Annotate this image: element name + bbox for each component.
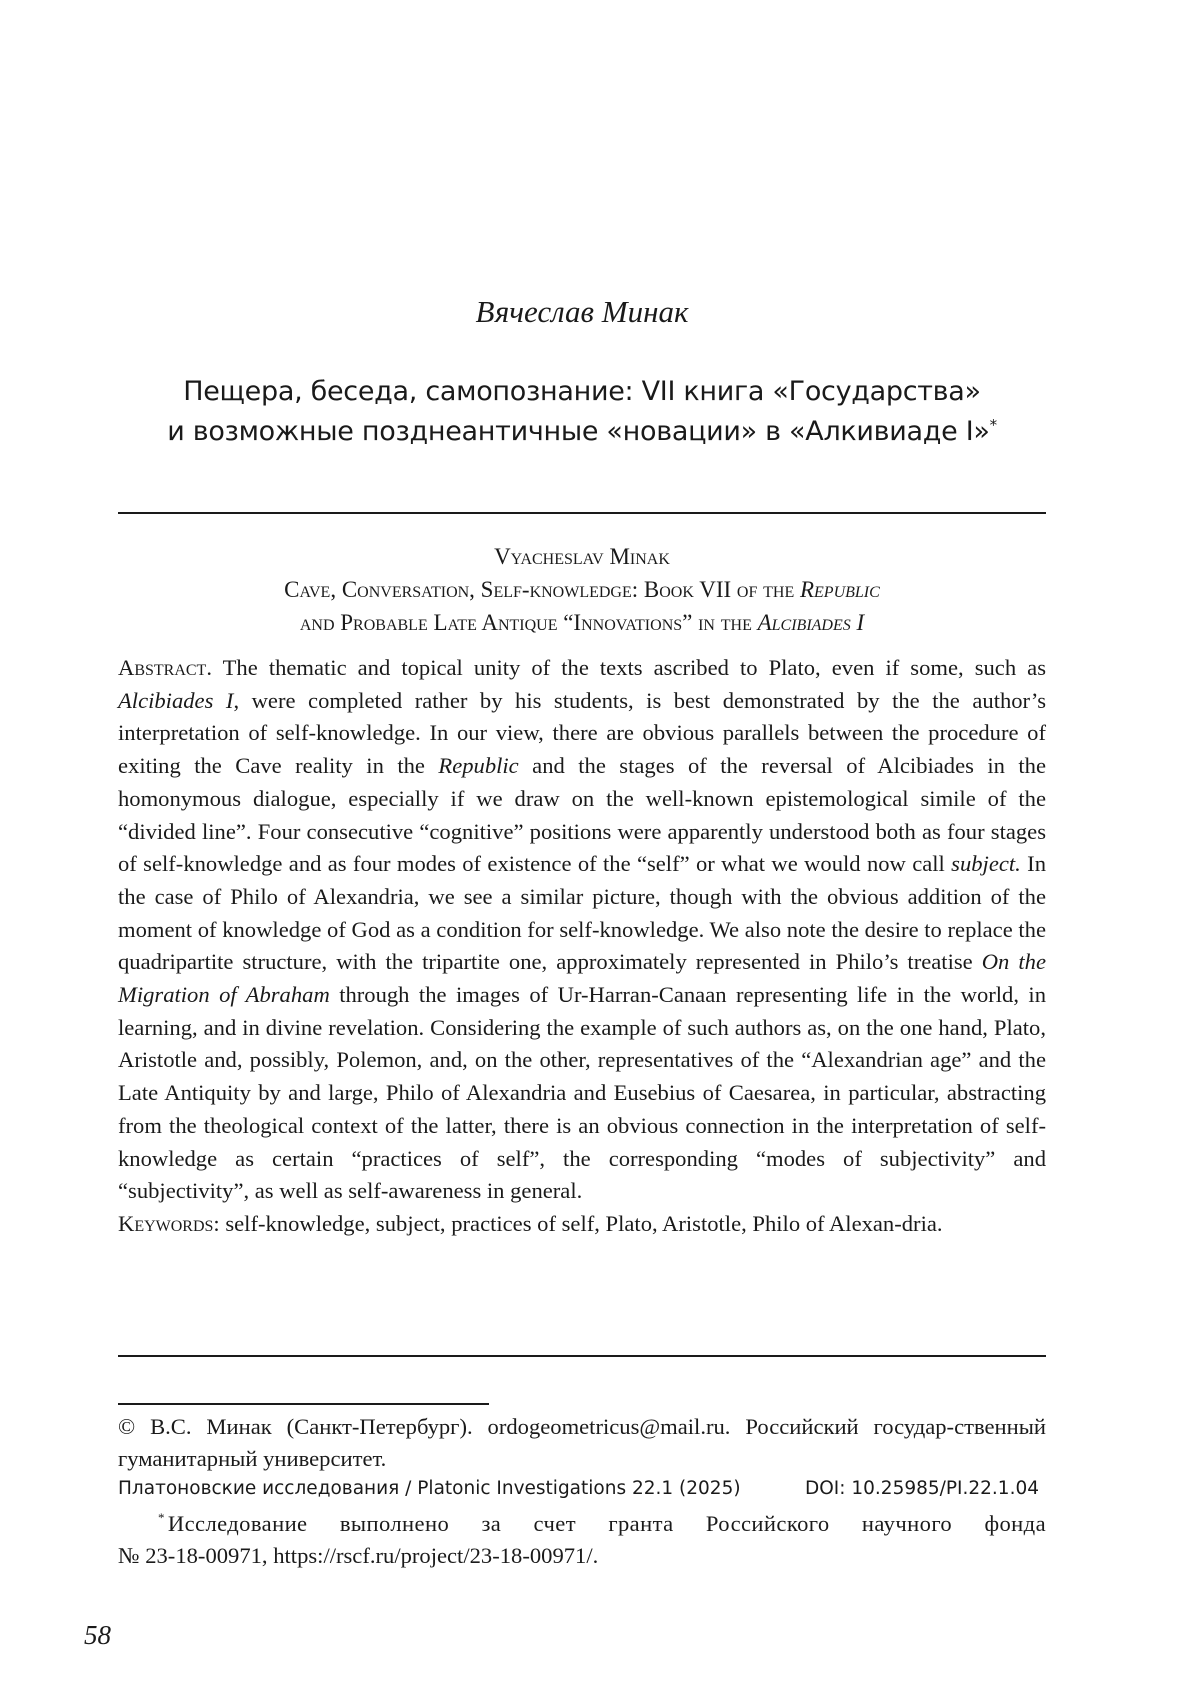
top-divider — [118, 512, 1046, 514]
english-header — [118, 540, 1046, 639]
journal-title: Платоновские исследования / Platonic Investigations 22.1 (2025) — [118, 1478, 741, 1499]
keywords-label: Keywords: — [118, 1210, 220, 1236]
grant-footnote — [118, 1508, 1046, 1572]
author-name-en: Vyacheslav Minak — [494, 544, 670, 569]
keywords-text: self-knowledge, subject, practices of self, Plato, Aristotle, Philo of Alexan-dria. — [219, 1210, 943, 1236]
copyright-footnote: © В.С. Минак (Санкт-Петербург). ordogeometricus@mail.ru. Российский государ-ственный гуманитарный университет. — [118, 1414, 1046, 1471]
abstract-section — [118, 652, 1046, 1241]
abstract-paragraph — [118, 652, 1046, 1208]
title-en-line-1-text: Cave, Conversation, Self-knowledge: Book VII of the — [284, 577, 800, 602]
bottom-divider — [118, 1355, 1046, 1357]
abstract-italic-3: subject. — [951, 851, 1021, 877]
title-en-republic: Republic — [799, 577, 880, 602]
journal-info-line — [118, 1478, 1046, 1499]
grant-footnote-mark: * — [158, 1510, 165, 1526]
title-en-line-2 — [118, 606, 1046, 639]
title-en-alcibiades: Alcibiades I — [757, 610, 865, 635]
abstract-text-3: and the stages of the reversal of Alcibiades in the homonymous dialogue, especially if we draw on the well-known epistemological simile of the “divided line”. Four consecutive “cognitive” positions were apparently understood both as four stages of self-knowledge and as four modes of existence of the “self” or what we would now call — [118, 753, 1047, 877]
title-ru-line-1: Пещера, беседа, самопознание: VII книга «Государства» — [183, 376, 981, 407]
title-en-line-1 — [118, 573, 1046, 606]
title-ru-line-2 — [118, 412, 1046, 452]
title-en-line-2-text: and Probable Late Antique “Innovations” in the — [299, 610, 758, 635]
title-footnote-mark: * — [989, 416, 997, 434]
article-title-ru — [118, 372, 1046, 452]
grant-line-1 — [118, 1508, 1046, 1540]
abstract-label: Abstract. — [118, 655, 212, 680]
abstract-text-1: The thematic and topical unity of the texts ascribed to Plato, even if some, such as — [211, 655, 1046, 680]
author-name-ru: Вячеслав Минак — [475, 294, 689, 329]
footnote-divider — [118, 1403, 489, 1405]
abstract-italic-4: On the Migration of Abraham — [118, 949, 1047, 1008]
grant-line-1-text: Исследование выполнено за счет гранта Российского научного фонда — [167, 1511, 1046, 1536]
abstract-italic-1: Alcibiades I — [118, 687, 234, 713]
abstract-text-5: through the images of Ur-Harran-Canaan representing life in the world, in learning, and in divine revelation. Considering the example of such authors as, on the one hand, Plato, Aristotle and, possibly, Polemon, and, on the other, representatives of the “Alexandrian age” and the Late Antiquity by and large, Philo of Alexandria and Eusebius of Caesarea, in particular, abstracting from the theological context of the latter, there is an obvious connection in the interpretation of self-knowledge as certain “practices of self”, the corresponding “modes of subjectivity” and “subjectivity”, as well as self-awareness in general. — [118, 982, 1046, 1204]
keywords-paragraph — [118, 1208, 1046, 1241]
title-ru-line-2-text: и возможные позднеантичные «новации» в «Алкивиаде I» — [167, 416, 990, 447]
page-number: 58 — [84, 1620, 111, 1650]
grant-line-2: № 23-18-00971, https://rscf.ru/project/23-18-00971/. — [118, 1543, 599, 1568]
abstract-italic-2: Republic — [438, 753, 519, 779]
doi-text: DOI: 10.25985/PI.22.1.04 — [805, 1478, 1039, 1499]
abstract-text-4: In the case of Philo of Alexandria, we see a similar picture, though with the obvious addition of the moment of knowledge of God as a condition for self-knowledge. We also note the desire to replace the quadripartite structure, with the tripartite one, approximately represented in Philo’s treatise — [118, 851, 1046, 975]
abstract-text-2: , were completed rather by his students, is best demonstrated by the the author’s interpretation of self-knowledge. In our view, there are obvious parallels between the procedure of exiting the Cave reality in the — [118, 687, 1046, 779]
